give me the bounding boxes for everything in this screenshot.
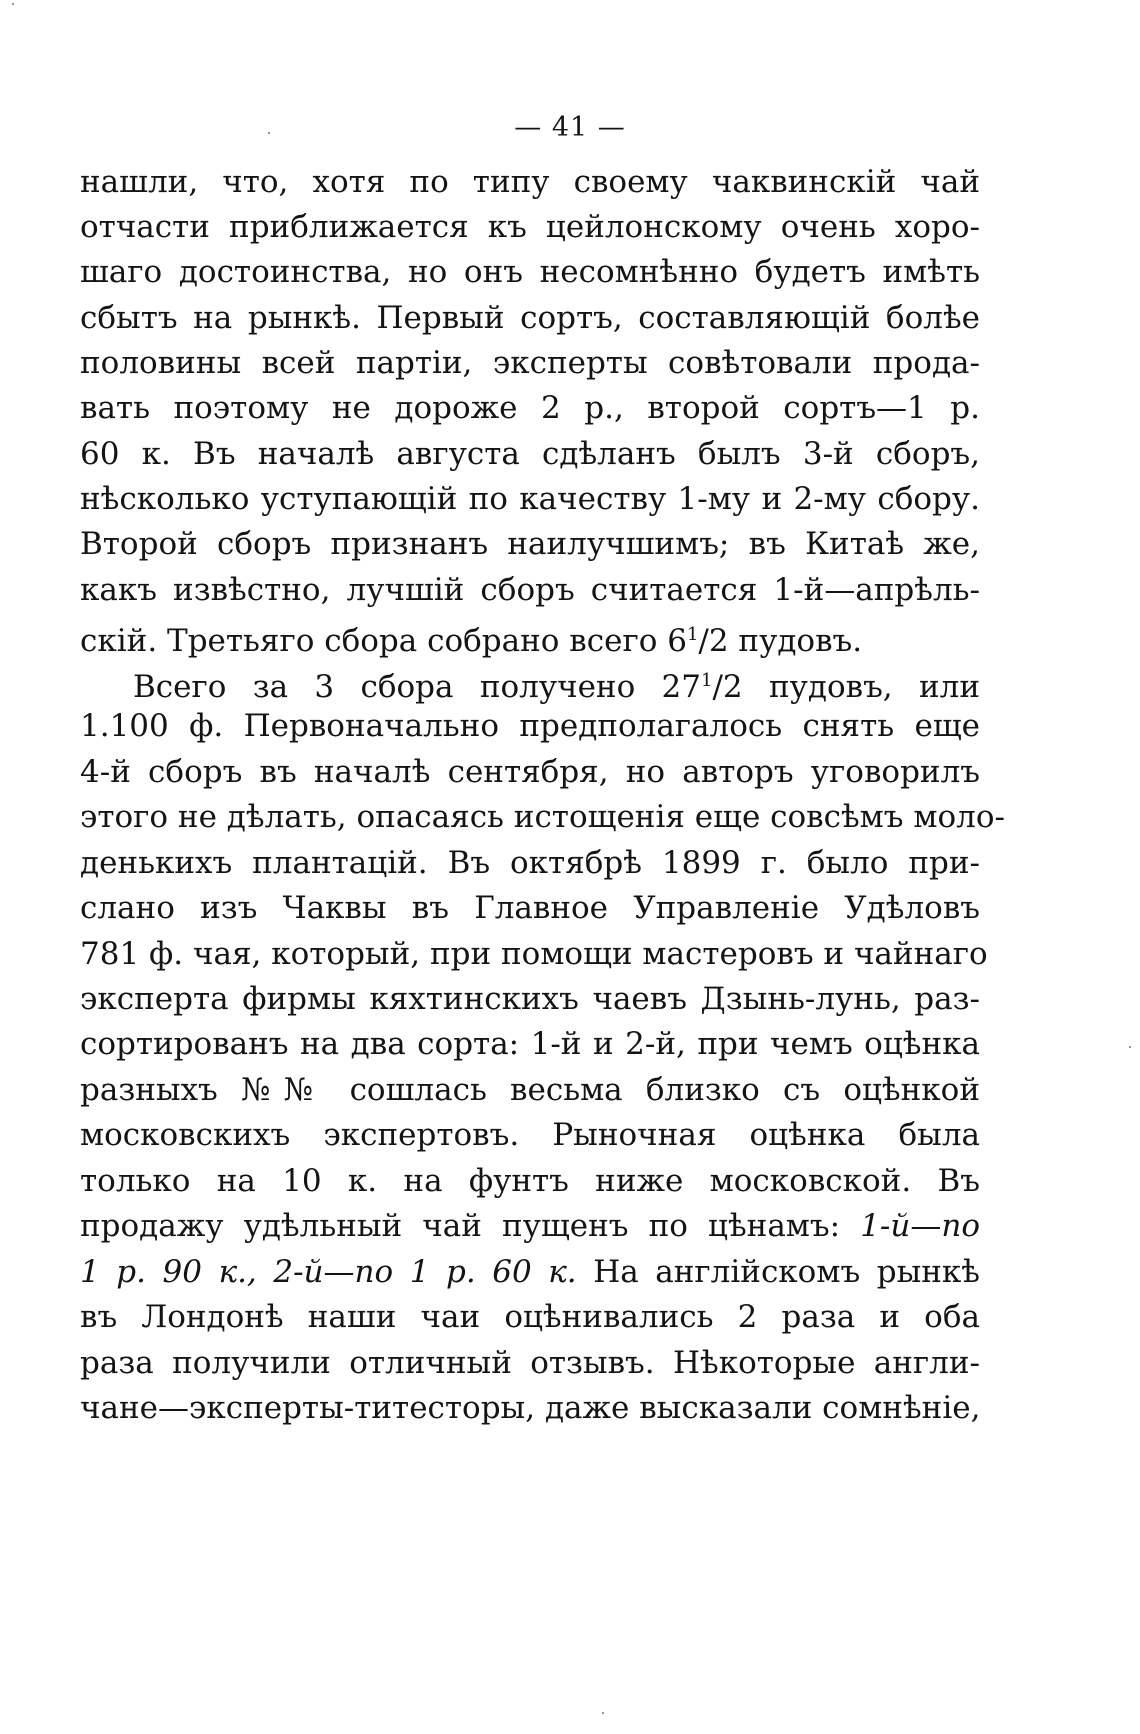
scan-speck xyxy=(1129,1046,1131,1048)
text-line: денькихъ плантацій. Въ октябрѣ 1899 г. было при- xyxy=(80,845,980,881)
page-number: — 41 — xyxy=(514,112,626,143)
fraction-denominator: 2 xyxy=(708,623,729,659)
italic-price: 1 р. 90 к., 2-й—по 1 р. 60 к. xyxy=(80,1254,577,1290)
text-line: шаго достоинства, но онъ несомнѣнно будетъ имѣть xyxy=(80,254,980,290)
text-span: пудовъ. xyxy=(728,623,863,659)
text-span: Всего за 3 сбора получено 27 xyxy=(133,669,702,705)
text-span: пудовъ, или xyxy=(742,669,980,705)
text-line: только на 10 к. на фунтъ ниже московской. Въ xyxy=(80,1163,980,1199)
text-line: разныхъ №№ сошлась весьма близко съ оцѣнкой xyxy=(80,1072,980,1108)
text-span: продажу удѣльный чай пущенъ по цѣнамъ: xyxy=(80,1208,861,1244)
text-line xyxy=(80,1252,980,1292)
text-line: сортированъ на два сорта: 1-й и 2-й, при чемъ оцѣнка xyxy=(80,1026,980,1062)
text-span: скій. Третьяго сбора собрано всего 6 xyxy=(80,623,687,659)
fraction-slash: / xyxy=(712,669,723,705)
fraction-numerator: 1 xyxy=(686,624,699,645)
text-line: какъ извѣстно, лучшій сборъ считается 1-й—апрѣль- xyxy=(80,572,980,608)
text-line: Второй сборъ признанъ наилучшимъ; въ Китаѣ же, xyxy=(80,526,980,562)
fraction-numerator: 1 xyxy=(701,670,713,691)
text-line xyxy=(80,661,980,705)
text-line: эксперта фирмы кяхтинскихъ чаевъ Дзынь-лунь, раз- xyxy=(80,981,980,1017)
text-line: чане—эксперты-титесторы, даже высказали сомнѣніе, xyxy=(80,1390,981,1426)
text-line: раза получили отличный отзывъ. Нѣкоторые англи- xyxy=(80,1345,980,1381)
text-line: въ Лондонѣ наши чаи оцѣнивались 2 раза и оба xyxy=(80,1299,980,1335)
text-line: нашли, что, хотя по типу своему чаквинскій чай xyxy=(80,164,980,200)
text-line: слано изъ Чаквы въ Главное Управленіе Удѣловъ xyxy=(80,890,980,926)
text-line: 781 ф. чая, который, при помощи мастеровъ и чайнаго xyxy=(80,936,988,972)
text-line: вать поэтому не дороже 2 р., второй сортъ—1 р. xyxy=(80,390,980,426)
text-span: На англійскомъ рынкѣ xyxy=(576,1254,980,1290)
text-line: 60 к. Въ началѣ августа сдѣланъ былъ 3-й сборъ, xyxy=(80,436,980,472)
scan-speck xyxy=(602,1712,604,1714)
scan-speck xyxy=(12,3,14,5)
fraction-slash: / xyxy=(698,623,709,659)
text-line: сбытъ на рынкѣ. Первый сортъ, составляющій болѣе xyxy=(80,300,980,336)
text-line: этого не дѣлать, опасаясь истощенія еще совсѣмъ моло- xyxy=(80,799,1005,835)
scan-speck xyxy=(268,132,270,134)
text-line: половины всей партіи, эксперты совѣтовали прода- xyxy=(80,345,980,381)
text-line: 4-й сборъ въ началѣ сентября, но авторъ уговорилъ xyxy=(80,754,980,790)
text-line xyxy=(80,1206,980,1246)
text-line xyxy=(80,615,980,659)
text-line: отчасти приближается къ цейлонскому очень хоро- xyxy=(80,209,980,245)
text-line: нѣсколько уступающій по качеству 1-му и 2-му сбору. xyxy=(80,481,980,517)
text-line: 1.100 ф. Первоначально предполагалось снять еще xyxy=(80,708,980,744)
text-line: московскихъ экспертовъ. Рыночная оцѣнка была xyxy=(80,1117,980,1153)
italic-price: 1-й—по xyxy=(860,1208,980,1244)
fraction-denominator: 2 xyxy=(722,669,743,705)
